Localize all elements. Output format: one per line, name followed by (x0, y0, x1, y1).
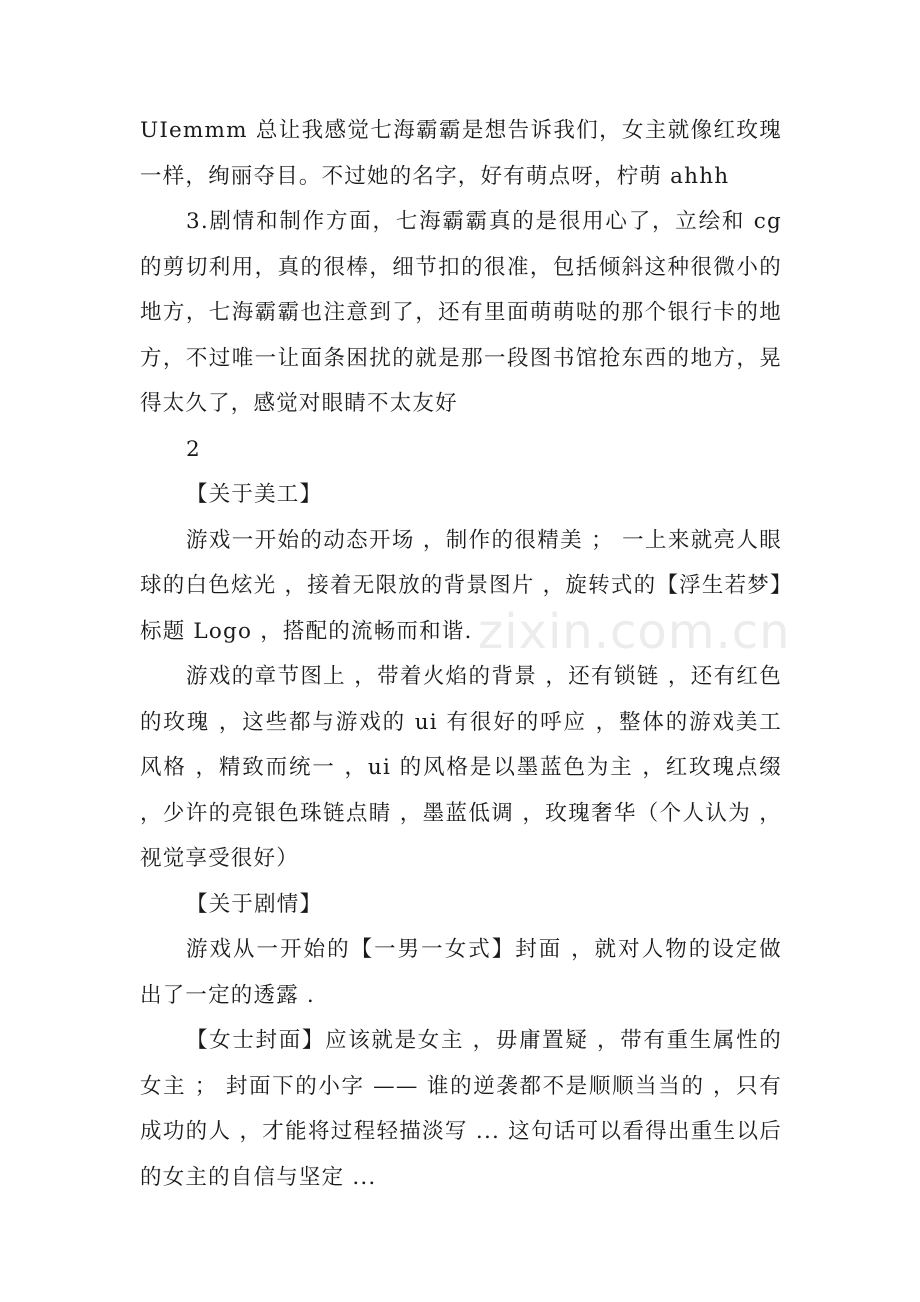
paragraph-chapter-art: 游戏的章节图上 ，带着火焰的背景 ，还有锁链 ，还有红色的玫瑰 ，这些都与游戏的 ui 有很好的呼应 ，整体的游戏美工风格 ，精致而统一 ，ui 的风格是以墨蓝色为主 ，红玫瑰点缀 ，少许的亮银色珠链点睛 ，墨蓝低调 ，玫瑰奢华（个人认为 ，视觉享受很好） (140, 664, 782, 871)
section-number: 2 (186, 436, 201, 462)
paragraph-cover: 游戏从一开始的【一男一女式】封面 ，就对人物的设定做出了一定的透露 . (140, 937, 782, 1008)
document-body (140, 108, 782, 1200)
paragraph-ui-comment: UIemmm 总让我感觉七海霸霸是想告诉我们，女主就像红玫瑰一样，绚丽夺目。不过她的名字，好有萌点呀，柠萌 ahhh (140, 118, 782, 189)
heading-art: 【关于美工】 (186, 482, 323, 507)
paragraph-plot-production: 3.剧情和制作方面，七海霸霸真的是很用心了，立绘和 cg 的剪切利用，真的很棒，细节扣的很准，包括倾斜这种很微小的地方，七海霸霸也注意到了，还有里面萌萌哒的那个银行卡的地方，不过唯一让面条困扰的就是那一段图书馆抢东西的地方，晃得太久了，感觉对眼睛不太友好 (140, 209, 782, 416)
watermark: zixin.com.cn (478, 604, 791, 660)
heading-plot: 【关于剧情】 (186, 891, 323, 917)
paragraph-female-cover: 【女士封面】应该就是女主 ，毋庸置疑 ，带有重生属性的女主 ； 封面下的小字 —— 谁的逆袭都不是顺顺当当的 ，只有成功的人 ，才能将过程轻描淡写 ... 这句话可以看得出重生以后的女主的自信与坚定 ... (140, 1028, 782, 1190)
paragraph-opening: 游戏一开始的动态开场 ，制作的很精美 ； 一上来就亮人眼球的白色炫光 ，接着无限放的背景图片 ，旋转式的【浮生若梦】标题 Logo ，搭配的流畅而和谐. (140, 527, 782, 644)
